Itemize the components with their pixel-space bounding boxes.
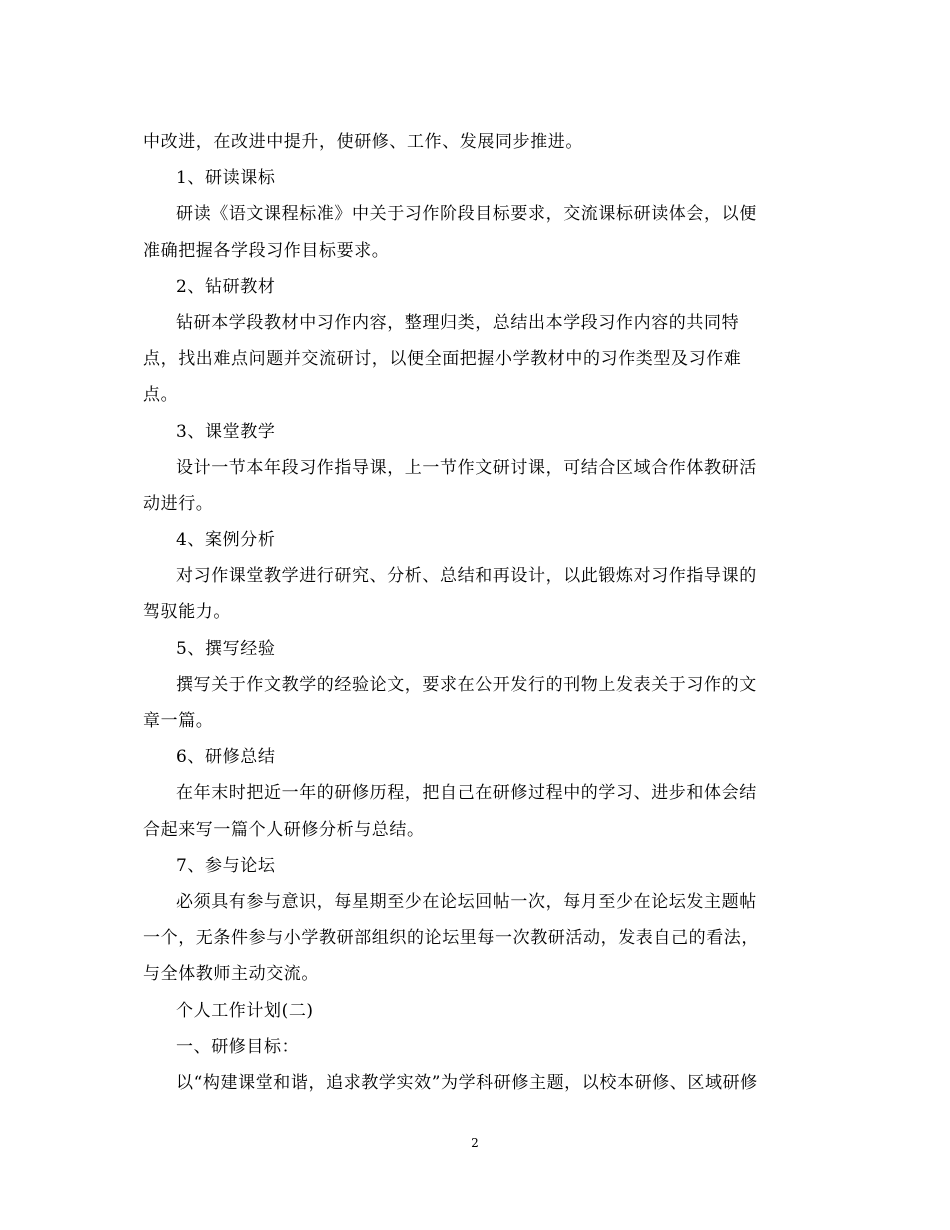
paragraph-line: 设计一节本年段习作指导课，上一节作文研讨课，可结合区域合作体教研活 bbox=[176, 457, 757, 478]
paragraph-line: 一、研修目标： bbox=[176, 1036, 300, 1057]
paragraph-line: 点，找出难点问题并交流研讨，以便全面把握小学教材中的习作类型及习作难 bbox=[143, 349, 742, 370]
paragraph-line: 7、参与论坛 bbox=[176, 855, 276, 876]
paragraph-line: 钻研本学段教材中习作内容，整理归类，总结出本学段习作内容的共同特 bbox=[176, 312, 740, 333]
paragraph-line: 4、案例分析 bbox=[176, 530, 276, 551]
paragraph-line: 5、撰写经验 bbox=[176, 638, 276, 659]
paragraph-line: 一个，无条件参与小学教研部组织的论坛里每一次教研活动，发表自己的看法， bbox=[143, 928, 759, 949]
document-body bbox=[143, 124, 803, 1101]
paragraph-line: 3、课堂教学 bbox=[176, 421, 276, 442]
paragraph-line: 动进行。 bbox=[143, 493, 214, 514]
paragraph-line: 合起来写一篇个人研修分析与总结。 bbox=[143, 819, 425, 840]
paragraph-line: 以“构建课堂和谐，追求教学实效”为学科研修主题，以校本研修、区域研修 bbox=[176, 1072, 758, 1093]
paragraph-line: 必须具有参与意识，每星期至少在论坛回帖一次，每月至少在论坛发主题帖 bbox=[176, 891, 757, 912]
paragraph-line: 在年末时把近一年的研修历程，把自己在研修过程中的学习、进步和体会结 bbox=[176, 783, 757, 804]
paragraph-line: 个人工作计划(二) bbox=[176, 1000, 314, 1021]
paragraph-line: 1、研读课标 bbox=[176, 168, 276, 189]
page-number: 2 bbox=[471, 1136, 479, 1150]
paragraph-line: 撰写关于作文教学的经验论文，要求在公开发行的刊物上发表关于习作的文 bbox=[176, 674, 757, 695]
paragraph-line: 中改进，在改进中提升，使研修、工作、发展同步推进。 bbox=[143, 132, 583, 152]
paragraph-line: 6、研修总结 bbox=[176, 747, 276, 768]
paragraph-line: 与全体教师主动交流。 bbox=[143, 964, 319, 985]
paragraph-line: 准确把握各学段习作目标要求。 bbox=[143, 240, 390, 261]
paragraph-line: 驾驭能力。 bbox=[143, 602, 231, 623]
paragraph-line: 点。 bbox=[143, 385, 179, 406]
paragraph-line: 2、钻研教材 bbox=[176, 276, 276, 297]
paragraph-line: 研读《语文课程标准》中关于习作阶段目标要求，交流课标研读体会，以便 bbox=[176, 204, 757, 225]
paragraph-line: 章一篇。 bbox=[143, 711, 214, 731]
paragraph-line: 对习作课堂教学进行研究、分析、总结和再设计，以此锻炼对习作指导课的 bbox=[176, 566, 757, 587]
